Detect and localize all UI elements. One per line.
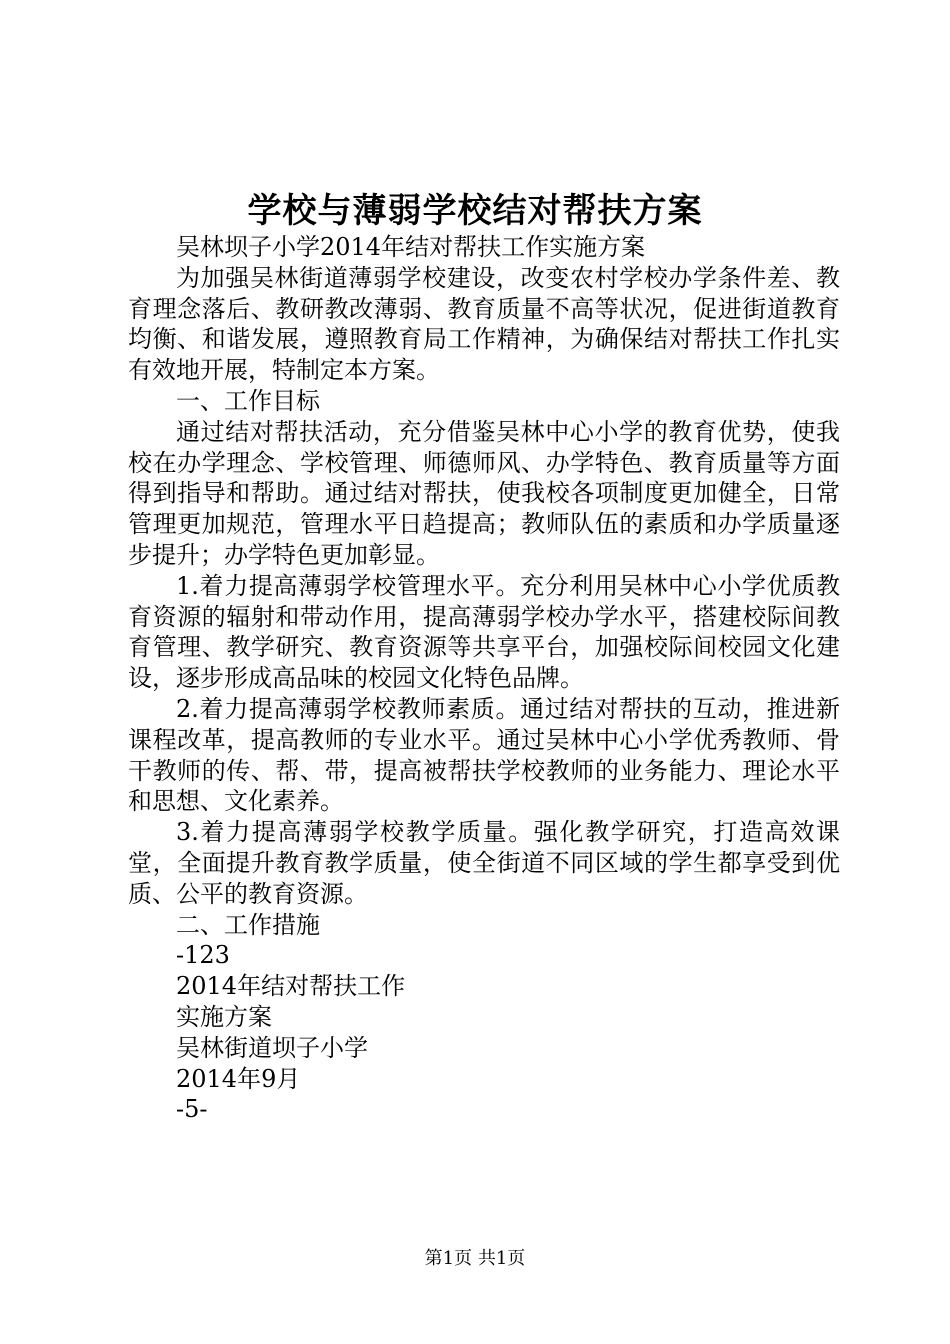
- goal-item-2: 2.着力提高薄弱学校教师素质。通过结对帮扶的互动，推进新课程改革，提高教师的专业水平。通过吴林中心小学优秀教师、骨干教师的传、帮、带，提高被帮扶学校教师的业务能力、理论水平和思想、文化素养。: [128, 694, 840, 816]
- page-marker: -5-: [176, 1095, 208, 1124]
- cover-title-line: 实施方案: [176, 1002, 272, 1031]
- document-body: [128, 232, 840, 1125]
- section-heading-measures: 二、工作措施: [176, 910, 320, 939]
- goal-item-3: 3.着力提高薄弱学校教学质量。强化教学研究，打造高效课堂，全面提升教育教学质量，使全街道不同区域的学生都享受到优质、公平的教育资源。: [128, 818, 840, 908]
- cover-school-name: 吴林街道坝子小学: [176, 1033, 368, 1062]
- section-heading-goals: 一、工作目标: [176, 386, 320, 415]
- cover-date: 2014年9月: [176, 1064, 301, 1093]
- document-title: 学校与薄弱学校结对帮扶方案: [247, 191, 703, 231]
- page-marker: -123: [176, 941, 230, 970]
- goal-item-1: 1.着力提高薄弱学校管理水平。充分利用吴林中心小学优质教育资源的辐射和带动作用，提高薄弱学校办学水平，搭建校际间教育管理、教学研究、教育资源等共享平台，加强校际间校园文化建设，逐步形成高品味的校园文化特色品牌。: [128, 571, 840, 693]
- goals-paragraph: 通过结对帮扶活动，充分借鉴吴林中心小学的教育优势，使我校在办学理念、学校管理、师德师风、办学特色、教育质量等方面得到指导和帮助。通过结对帮扶，使我校各项制度更加健全，日常管理更加规范，管理水平日趋提高；教师队伍的素质和办学质量逐步提升；办学特色更加彰显。: [128, 417, 840, 569]
- page-footer: 第1页 共1页: [424, 1248, 526, 1269]
- cover-title-line: 2014年结对帮扶工作: [176, 972, 406, 1001]
- intro-paragraph: 为加强吴林街道薄弱学校建设，改变农村学校办学条件差、教育理念落后、教研教改薄弱、教育质量不高等状况，促进街道教育均衡、和谐发展，遵照教育局工作精神，为确保结对帮扶工作扎实有效地开展，特制定本方案。: [128, 263, 840, 385]
- document-subtitle: 吴林坝子小学2014年结对帮扶工作实施方案: [176, 233, 646, 261]
